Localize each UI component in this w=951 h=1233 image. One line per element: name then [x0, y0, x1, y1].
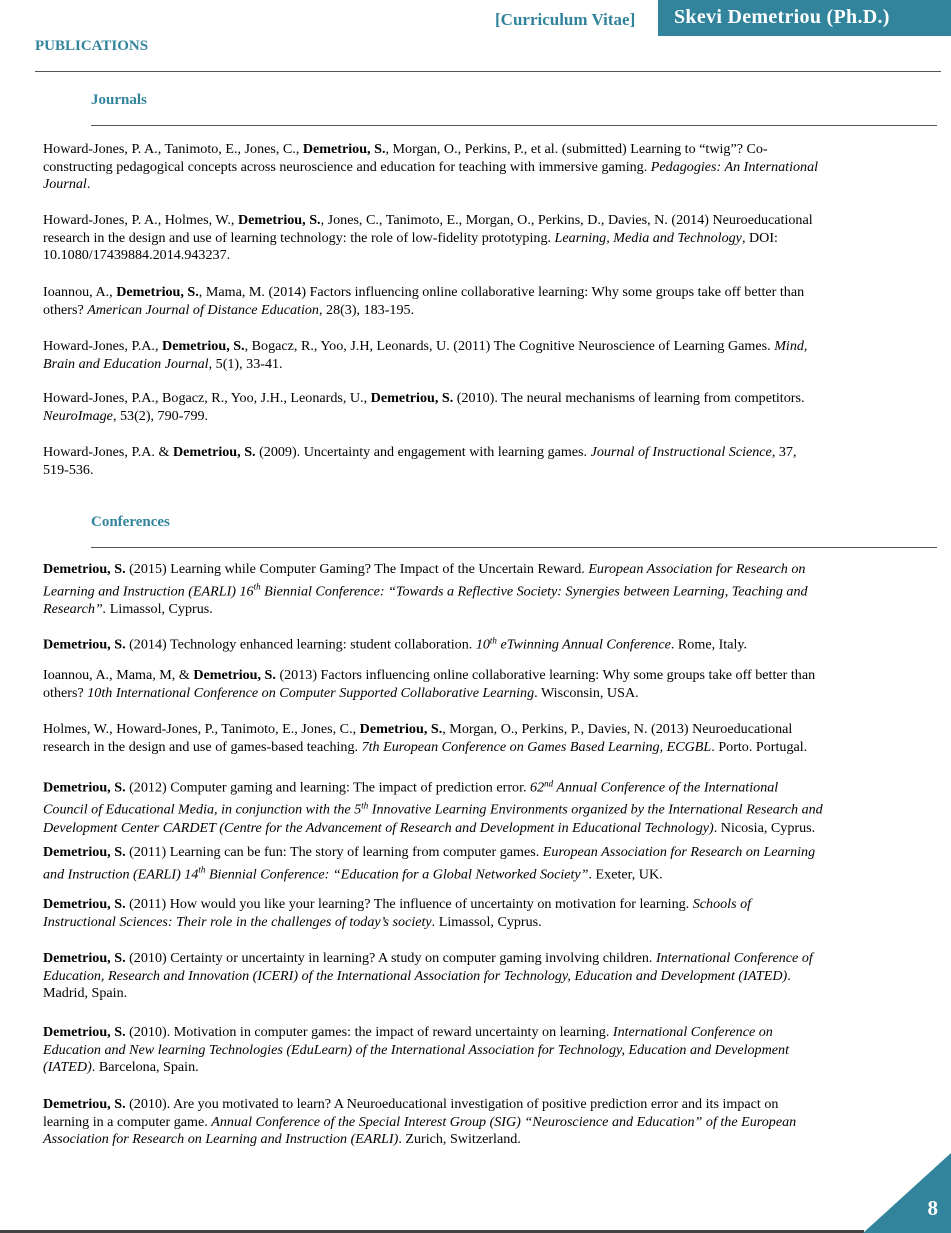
section-divider — [35, 71, 941, 72]
conferences-divider — [91, 547, 937, 548]
conference-entry: Demetriou, S. (2010). Are you motivated to learn? A Neuroeducational investigation of positive prediction error and its impact on learning in a computer game. Annual Conference of the Special Interest Group (SIG) “Neuroscience and Education” of the European Association for Research on Learning and Instruction (EARLI). Zurich, Switzerland. — [43, 1096, 797, 1148]
conference-entry: Ioannou, A., Mama, M, & Demetriou, S. (2013) Factors influencing online collaborative learning: Why some groups take off better than others? 10th International Conference on Computer Supported Collaborative Learning. Wisconsin, USA. — [43, 667, 816, 701]
page-number: 8 — [927, 1196, 938, 1220]
journals-divider — [91, 125, 937, 126]
conference-entry: Demetriou, S. (2014) Technology enhanced learning: student collaboration. 10th eTwinning Annual Conference. Rome, Italy. — [43, 635, 748, 653]
journal-entry: Howard-Jones, P. A., Tanimoto, E., Jones, C., Demetriou, S., Morgan, O., Perkins, P., et al. (submitted) Learning to “twig”? Co- constructing pedagogical concepts across neuroscience and education for teaching with immersive gaming. Pedagogies: An International Journal. — [43, 141, 819, 193]
conference-entry: Demetriou, S. (2011) How would you like your learning? The influence of uncertainty on motivation for learning. Schools of Instructional Sciences: Their role in the challenges of today’s society. Limassol, Cyprus. — [43, 896, 752, 930]
conference-entry: Demetriou, S. (2012) Computer gaming and learning: The impact of prediction error. 62nd Annual Conference of the International Council of Educational Media, in conjunction with the 5th Innovative Learning Environments organized by the International Research and Development Center CARDET (Centre for the Advancement of Research and Development in Educational Technology). Nicosia, Cyprus. — [43, 778, 823, 836]
journal-entry: Howard-Jones, P.A., Bogacz, R., Yoo, J.H., Leonards, U., Demetriou, S. (2010). The neural mechanisms of learning from competitors. NeuroImage, 53(2), 790-799. — [43, 390, 805, 424]
journal-entry: Ioannou, A., Demetriou, S., Mama, M. (2014) Factors influencing online collaborative learning: Why some groups take off better than others? American Journal of Distance Education, 28(3), 183-195. — [43, 284, 805, 318]
conference-entry: Demetriou, S. (2010). Motivation in computer games: the impact of reward uncertainty on learning. International Conference on Education and New learning Technologies (EduLearn) of the International Association for Technology, Education and Development (IATED). Barcelona, Spain. — [43, 1024, 789, 1076]
journal-entry: Howard-Jones, P.A. & Demetriou, S. (2009). Uncertainty and engagement with learning games. Journal of Instructional Science, 37, 519-536. — [43, 444, 797, 478]
conference-entry: Holmes, W., Howard-Jones, P., Tanimoto, E., Jones, C., Demetriou, S., Morgan, O., Perkins, P., Davies, N. (2013) Neuroeducational research in the design and use of games-based teaching. 7th European Conference on Games Based Learning, ECGBL. Porto. Portugal. — [43, 721, 808, 755]
conference-entry: Demetriou, S. (2015) Learning while Computer Gaming? The Impact of the Uncertain Reward. European Association for Research on Learning and Instruction (EARLI) 16th Biennial Conference: “Towards a Reflective Society: Synergies between Learning, Teaching and Research”. Limassol, Cyprus. — [43, 561, 808, 617]
journals-heading: Journals — [91, 92, 147, 108]
page-corner-triangle — [863, 1153, 951, 1233]
conferences-heading: Conferences — [91, 514, 170, 530]
conference-entry: Demetriou, S. (2010) Certainty or uncertainty in learning? A study on computer gaming involving children. International Conference of Education, Research and Innovation (ICERI) of the International Association for Technology, Education and Development (IATED). Madrid, Spain. — [43, 950, 813, 1002]
author-name-banner: Skevi Demetriou (Ph.D.) — [658, 0, 951, 36]
journal-entry: Howard-Jones, P.A., Demetriou, S., Bogacz, R., Yoo, J.H, Leonards, U. (2011) The Cognitive Neuroscience of Learning Games. Mind, Brain and Education Journal, 5(1), 33-41. — [43, 338, 808, 372]
section-title: PUBLICATIONS — [35, 38, 149, 54]
conference-entry: Demetriou, S. (2011) Learning can be fun: The story of learning from computer games. European Association for Research on Learning and Instruction (EARLI) 14th Biennial Conference: “Education for a Global Networked Society”. Exeter, UK. — [43, 844, 816, 883]
cv-label: [Curriculum Vitae] — [495, 10, 636, 29]
journal-entry: Howard-Jones, P. A., Holmes, W., Demetriou, S., Jones, C., Tanimoto, E., Morgan, O., Perkins, D., Davies, N. (2014) Neuroeducational research in the design and use of learning technology: the role of low-fidelity prototyping. Learning, Media and Technology, DOI: 10.1080/17439884.2014.943237. — [43, 212, 813, 264]
